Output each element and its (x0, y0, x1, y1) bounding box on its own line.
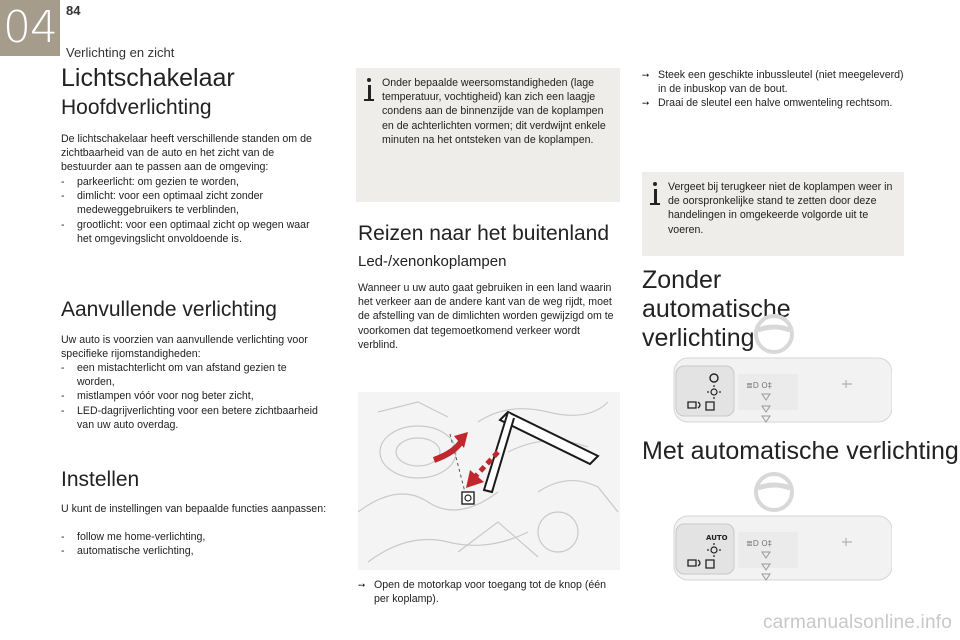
settings-list (61, 530, 327, 558)
extra-lighting-intro: Uw auto is voorzien van aanvullende verlichting voor specifieke rijomstandigheden: (61, 334, 308, 361)
svg-text:≣D O‡: ≣D O‡ (746, 381, 772, 390)
extra-lighting-list (61, 361, 327, 432)
heading-settings: Instellen (61, 468, 140, 491)
heading-auto-lighting: Met automatische verlichting (642, 437, 959, 465)
adjust-steps (642, 68, 904, 111)
main-lighting-list (61, 175, 327, 246)
list-item: - grootlicht: voor een optimaal zicht op wegen waar het omgevingslicht onvoldoende is. (61, 218, 327, 246)
info-box-condensation (356, 68, 620, 202)
list-item: - LED-dagrijverlichting voor een betere zichtbaarheid van uw auto overdag. (61, 404, 327, 432)
info-icon (650, 182, 660, 206)
heading-main-lighting: Hoofdverlichting (61, 96, 212, 119)
engine-bay-illustration (358, 392, 620, 570)
list-item: - parkeerlicht: om gezien te worden, (61, 175, 327, 189)
travel-text: Wanneer u uw auto gaat gebruiken in een land waarin het verkeer aan de andere kant van de weg rijdt, moet de afstelling van de dimlichten worden gewijzigd om te voorkomen dat tegemoetkomend verkeer wordt verblind. (358, 282, 614, 351)
heading-manual-lighting: Zonder automatische verlichting (642, 266, 791, 352)
info-icon (364, 78, 374, 102)
list-item: - een mistachterlicht om van afstand gezien te worden, (61, 361, 327, 389)
list-item: ➙ Open de motorkap voor toegang tot de knop (één per koplamp). (358, 578, 620, 606)
list-item: - follow me home-verlichting, (61, 530, 327, 544)
info-text: Onder bepaalde weersomstandigheden (lage temperatuur, vochtigheid) kan zich een laagje condens aan de binnenzijde van de koplampen en de achterlichten vormen; dit verdwijnt enkele minuten na het ontsteken van de koplampen. (382, 77, 606, 146)
info-box-restore (642, 172, 904, 256)
section-title: Verlichting en zicht (66, 45, 175, 60)
settings-intro: U kunt de instellingen van bepaalde functies aanpassen: (61, 503, 327, 515)
heading-travel-abroad: Reizen naar het buitenland (358, 222, 610, 245)
list-item: - dimlicht: voor een optimaal zicht zonder medeweggebruikers te verblinden, (61, 189, 327, 217)
heading-led-xenon: Led-/xenonkoplampen (358, 253, 507, 270)
list-item: - mistlampen vóór voor nog beter zicht, (61, 389, 327, 403)
light-stalk-auto-illustration (650, 470, 892, 588)
chapter-number: 04 (0, 0, 60, 56)
watermark: carmanualsonline.info (762, 612, 952, 633)
main-lighting-intro: De lichtschakelaar heeft verschillende standen om de zichtbaarheid van de auto en het zicht van de bestuurder aan te passen aan de omgeving: (61, 133, 312, 174)
info-text: Vergeet bij terugkeer niet de koplampen weer in de oorspronkelijke stand te zetten door deze handelingen in omgekeerde volgorde uit te voeren. (668, 181, 893, 236)
heading-extra-lighting: Aanvullende verlichting (61, 298, 277, 321)
auto-label: AUTO (706, 534, 728, 542)
list-item: ➙ Draai de sleutel een halve omwenteling rechtsom. (642, 96, 904, 110)
page-number: 84 (66, 3, 81, 18)
list-item: - automatische verlichting, (61, 544, 327, 558)
light-stalk-manual-illustration (650, 312, 892, 430)
open-bonnet-step (358, 578, 620, 606)
page-title: Lichtschakelaar (61, 64, 235, 92)
list-item: ➙ Steek een geschikte inbussleutel (niet meegeleverd) in de inbuskop van de bout. (642, 68, 904, 96)
svg-text:≣D O‡: ≣D O‡ (746, 539, 772, 548)
